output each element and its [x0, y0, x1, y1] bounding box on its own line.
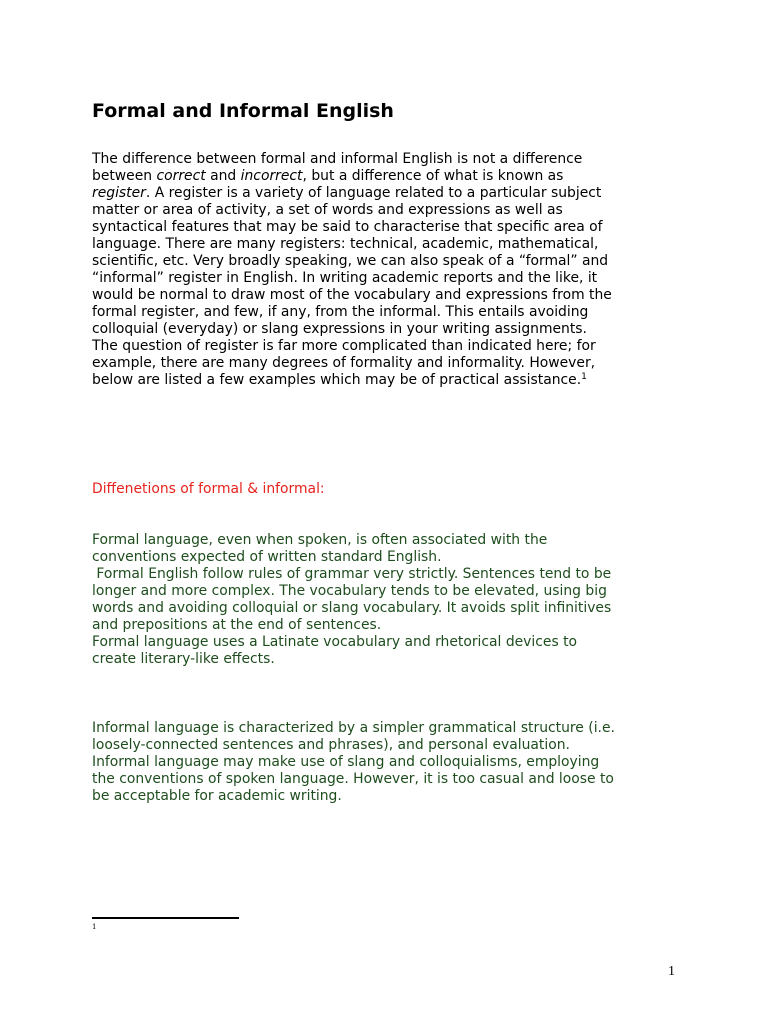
informal-line: loosely-connected sentences and phrases), and personal evaluation.	[92, 737, 570, 753]
italic-term-incorrect: incorrect	[240, 168, 303, 184]
formal-line: create literary-like effects.	[92, 651, 275, 667]
informal-line: Informal language may make use of slang and colloquialisms, employing	[92, 754, 600, 770]
intro-line	[92, 151, 692, 168]
intro-line: scientific, etc. Very broadly speaking, we can also speak of a “formal” and	[92, 253, 609, 269]
intro-text: . A register is a variety of language related to a particular subject	[145, 185, 602, 201]
formal-line: words and avoiding colloquial or slang vocabulary. It avoids split infinitives	[92, 600, 612, 616]
italic-term-correct: correct	[156, 168, 206, 184]
intro-line: would be normal to draw most of the vocabulary and expressions from the	[92, 287, 612, 303]
formal-line: and prepositions at the end of sentences.	[92, 617, 382, 633]
intro-line: “informal” register in English. In writing academic reports and the like, it	[92, 270, 598, 286]
formal-line: Formal language, even when spoken, is often associated with the	[92, 532, 548, 548]
footnote-separator	[92, 917, 239, 919]
intro-paragraph	[92, 151, 692, 389]
formal-line: Formal English follow rules of grammar very strictly. Sentences tend to be	[92, 566, 612, 582]
intro-line	[92, 372, 692, 389]
definitions-heading: Diffenetions of formal & informal:	[92, 481, 325, 497]
informal-line: Informal language is characterized by a simpler grammatical structure (i.e.	[92, 720, 615, 736]
intro-line: colloquial (everyday) or slang expressions in your writing assignments.	[92, 321, 587, 337]
footnote-reference[interactable]: 1	[581, 372, 587, 382]
intro-line: matter or area of activity, a set of words and expressions as well as	[92, 202, 563, 218]
intro-line	[92, 185, 692, 202]
intro-line	[92, 168, 692, 185]
informal-line: the conventions of spoken language. However, it is too casual and loose to	[92, 771, 614, 787]
intro-text: , but a difference of what is known as	[302, 168, 564, 184]
page-title: Formal and Informal English	[92, 100, 394, 122]
footnote-number: 1	[92, 923, 97, 931]
formal-line: longer and more complex. The vocabulary tends to be elevated, using big	[92, 583, 607, 599]
formal-line: Formal language uses a Latinate vocabulary and rhetorical devices to	[92, 634, 578, 650]
formal-paragraph	[92, 532, 692, 668]
italic-term-register: register	[92, 185, 146, 201]
intro-line: language. There are many registers: technical, academic, mathematical,	[92, 236, 599, 252]
intro-text: below are listed a few examples which may be of practical assistance.	[92, 372, 582, 388]
intro-text: between	[92, 168, 157, 184]
informal-paragraph	[92, 720, 692, 805]
intro-text: and	[205, 168, 241, 184]
page-number: 1	[668, 964, 675, 979]
intro-line: example, there are many degrees of formality and informality. However,	[92, 355, 596, 371]
informal-line: be acceptable for academic writing.	[92, 788, 342, 804]
intro-line: syntactical features that may be said to characterise that specific area of	[92, 219, 603, 235]
formal-line: conventions expected of written standard English.	[92, 549, 442, 565]
intro-text: The difference between formal and informal English is not a difference	[92, 151, 583, 167]
intro-line: formal register, and few, if any, from the informal. This entails avoiding	[92, 304, 589, 320]
intro-line: The question of register is far more complicated than indicated here; for	[92, 338, 596, 354]
